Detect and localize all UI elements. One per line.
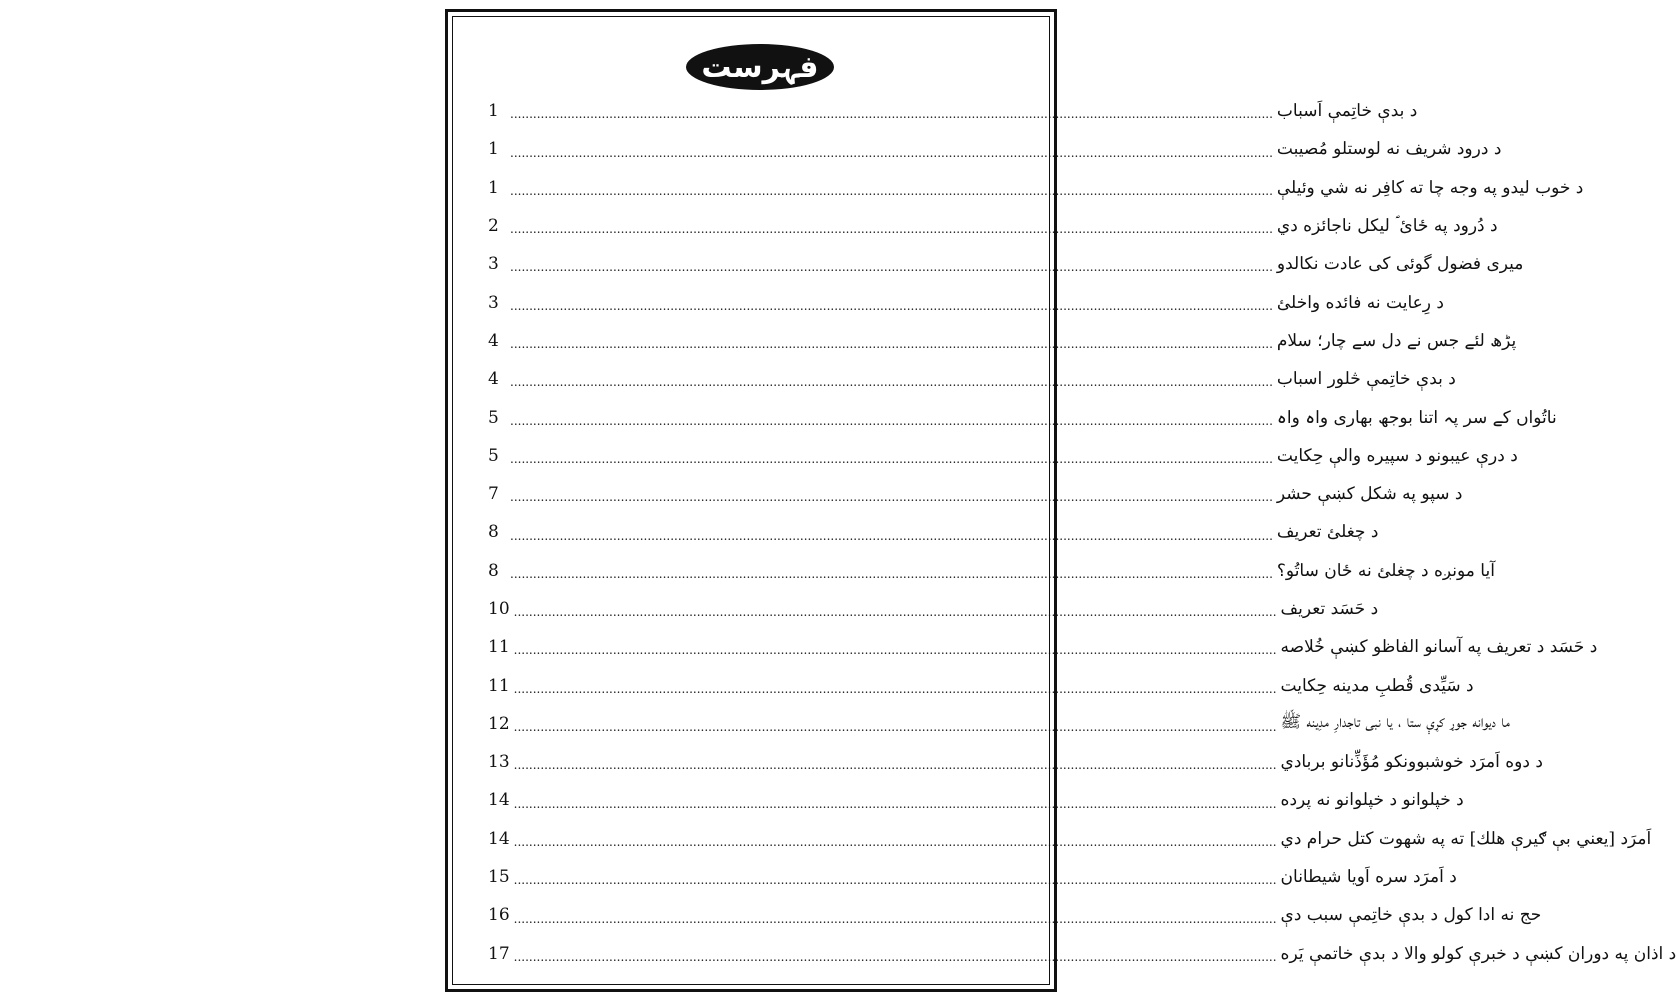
- toc-entry-title: د دوه اَمرَد خوشبوونکو مُؤَذِّنانو بربادي: [1280, 752, 1543, 773]
- toc-entry[interactable]: [488, 283, 1444, 321]
- dot-leader: ........................................................................................................................................................................................................: [513, 834, 1277, 849]
- toc-page-number: 17: [488, 943, 510, 964]
- toc-page-number: 13: [488, 752, 510, 773]
- toc-page-number: 12: [488, 713, 510, 734]
- toc-page-number: 16: [488, 905, 510, 926]
- toc-entry-title: د اذان په دوران کښې د خبرې کولو والا د بدې خاتمې يَره: [1280, 943, 1676, 964]
- table-of-contents: [488, 92, 1676, 973]
- dot-leader: ........................................................................................................................................................................................................: [510, 413, 1273, 428]
- toc-entry-title: ناتُواں کے سر پہ اتنا بوجھ بھاری واہ واہ: [1276, 408, 1557, 429]
- toc-page-number: 8: [488, 560, 499, 581]
- toc-entry[interactable]: [488, 360, 1456, 398]
- toc-entry-title: د رِعايت نه فائده واخلئ: [1276, 292, 1444, 313]
- dot-leader: ........................................................................................................................................................................................................: [513, 643, 1277, 658]
- toc-entry[interactable]: [488, 92, 1418, 130]
- dot-leader: ........................................................................................................................................................................................................: [513, 720, 1277, 735]
- toc-entry[interactable]: [488, 322, 1517, 360]
- toc-page-number: 3: [488, 254, 499, 275]
- toc-page-number: 1: [488, 177, 499, 198]
- dot-leader: ........................................................................................................................................................................................................: [510, 145, 1273, 160]
- page-title: فہرست: [701, 49, 819, 85]
- dot-leader: ........................................................................................................................................................................................................: [510, 375, 1273, 390]
- toc-page-number: 4: [488, 330, 499, 351]
- toc-entry[interactable]: [488, 858, 1457, 896]
- dot-leader: ........................................................................................................................................................................................................: [510, 298, 1273, 313]
- dot-leader: ........................................................................................................................................................................................................: [513, 605, 1277, 620]
- toc-entry[interactable]: [488, 590, 1379, 628]
- toc-entry-title: د سپو په شکل کښې حشر: [1276, 484, 1463, 505]
- toc-page-number: 4: [488, 369, 499, 390]
- toc-entry-title: حج نه ادا کول د بدې خاتِمې سبب دې: [1280, 905, 1542, 926]
- toc-entry-title: د دُرود په ځائ ؐ ليکل ناجائزه دي: [1276, 216, 1498, 237]
- toc-entry[interactable]: [488, 513, 1379, 551]
- toc-entry[interactable]: [488, 552, 1495, 590]
- toc-entry[interactable]: [488, 475, 1463, 513]
- dot-leader: ........................................................................................................................................................................................................: [510, 337, 1273, 352]
- toc-entry-title: د بدې خاتِمې اَسباب: [1276, 101, 1418, 122]
- page-frame: [445, 9, 1676, 992]
- toc-page-number: 11: [488, 675, 510, 696]
- dot-leader: ........................................................................................................................................................................................................: [510, 451, 1273, 466]
- toc-entry[interactable]: [488, 705, 1510, 743]
- toc-page-number: 14: [488, 828, 510, 849]
- toc-entry-title: د اَمرَد سره اَويا شيطانان: [1280, 867, 1457, 888]
- toc-entry[interactable]: [488, 169, 1584, 207]
- dot-leader: ........................................................................................................................................................................................................: [510, 260, 1273, 275]
- toc-entry[interactable]: [488, 398, 1557, 436]
- toc-entry[interactable]: [488, 781, 1464, 819]
- toc-entry-title: د خوب ليدو په وجه چا ته کافِر نه شي وئيلې: [1276, 177, 1584, 198]
- toc-entry[interactable]: [488, 820, 1652, 858]
- toc-entry[interactable]: [488, 743, 1543, 781]
- dot-leader: ........................................................................................................................................................................................................: [513, 758, 1277, 773]
- page-title-badge: [686, 44, 834, 90]
- toc-page-number: 5: [488, 407, 499, 428]
- toc-entry[interactable]: [488, 896, 1542, 934]
- toc-entry[interactable]: [488, 666, 1474, 704]
- dot-leader: ........................................................................................................................................................................................................: [513, 873, 1277, 888]
- dot-leader: ........................................................................................................................................................................................................: [513, 949, 1277, 964]
- dot-leader: ........................................................................................................................................................................................................: [513, 911, 1277, 926]
- dot-leader: ........................................................................................................................................................................................................: [510, 107, 1273, 122]
- toc-entry-title: د حَسَد تعريف: [1280, 599, 1379, 619]
- toc-page-number: 1: [488, 139, 499, 160]
- toc-page-number: 7: [488, 484, 499, 505]
- toc-page-number: 5: [488, 445, 499, 466]
- toc-entry-title: اَمرَد [يعني بې ګيرې هلك] ته په شهوت کتل حرام دي: [1280, 828, 1652, 849]
- toc-entry[interactable]: [488, 207, 1498, 245]
- toc-page-number: 1: [488, 101, 499, 122]
- toc-entry-title: د حَسَد د تعريف په آسانو الفاظو کښې خُلاصه: [1280, 637, 1598, 658]
- toc-page-number: 8: [488, 522, 499, 543]
- toc-page-number: 3: [488, 292, 499, 313]
- toc-entry-title: د خپلوانو د خپلوانو نه پرده: [1280, 790, 1464, 811]
- toc-entry-title: د بدې خاتِمې څلور اسباب: [1276, 369, 1456, 390]
- toc-entry[interactable]: [488, 130, 1502, 168]
- toc-page-number: 11: [488, 637, 510, 658]
- toc-entry-title: میری فضول گوئی کی عادت نکالدو: [1276, 254, 1524, 275]
- toc-entry-title: ما ديوانه جوړ کړې ستا ، يا نبی تاجدارِ مدِينه ﷺ: [1280, 712, 1510, 733]
- dot-leader: ........................................................................................................................................................................................................: [510, 566, 1273, 581]
- toc-page-number: 10: [488, 599, 510, 619]
- toc-page-number: 15: [488, 867, 510, 888]
- dot-leader: ........................................................................................................................................................................................................: [510, 183, 1273, 198]
- toc-entry-title: د چغلئ تعريف: [1276, 522, 1379, 543]
- toc-entry-title: د درود شريف نه لوستلو مُصيبت: [1276, 139, 1502, 160]
- dot-leader: ........................................................................................................................................................................................................: [513, 796, 1277, 811]
- toc-entry-title: د سَيِّدى قُطبِ مدينه حِکايت: [1280, 675, 1474, 696]
- toc-entry-title: د درې عيبونو د سپيره والې حِکايت: [1276, 445, 1518, 466]
- toc-entry-title: آيا مونږه د چغلئ نه ځان ساتُو؟: [1276, 560, 1495, 581]
- toc-entry[interactable]: [488, 935, 1676, 973]
- toc-entry-title: پڑھ لئے جس نے دل سے چار؛ سلام: [1276, 331, 1517, 352]
- toc-entry[interactable]: [488, 628, 1598, 666]
- toc-page-number: 2: [488, 216, 499, 237]
- toc-entry[interactable]: [488, 437, 1518, 475]
- dot-leader: ........................................................................................................................................................................................................: [510, 528, 1273, 543]
- toc-page-number: 14: [488, 790, 510, 811]
- dot-leader: ........................................................................................................................................................................................................: [510, 490, 1273, 505]
- dot-leader: ........................................................................................................................................................................................................: [510, 222, 1273, 237]
- toc-entry[interactable]: [488, 245, 1524, 283]
- dot-leader: ........................................................................................................................................................................................................: [513, 681, 1277, 696]
